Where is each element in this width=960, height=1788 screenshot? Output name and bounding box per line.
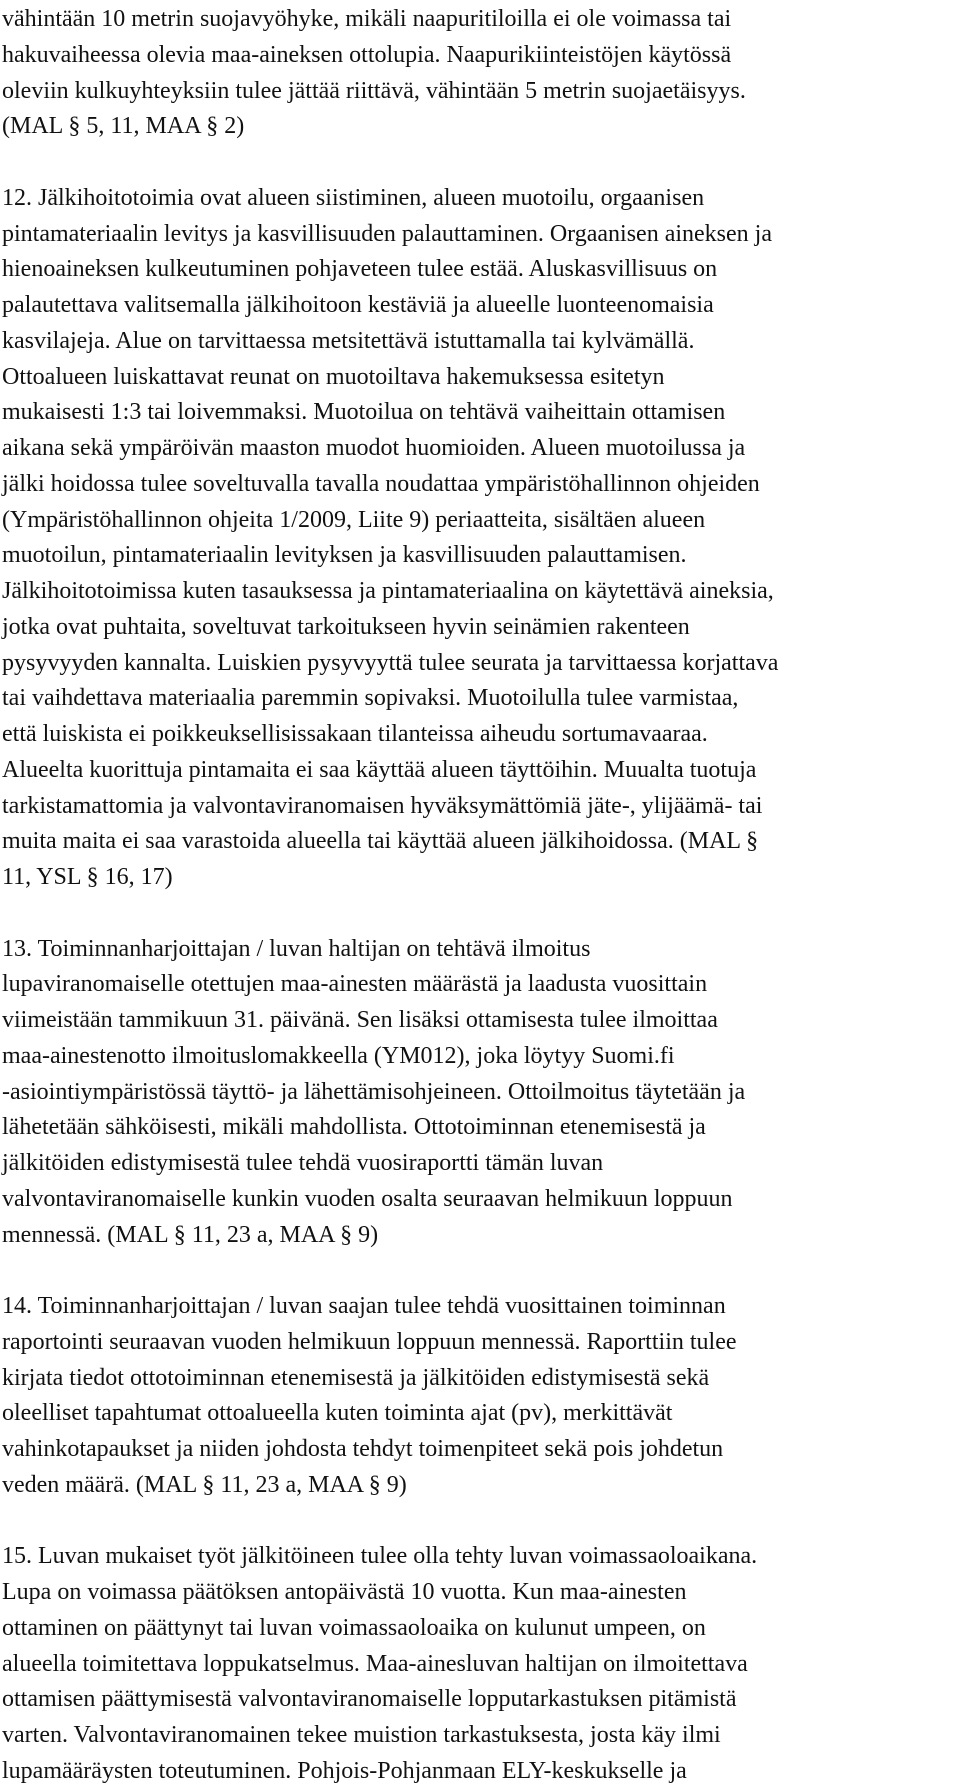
text-line: ottamisen päättymisestä valvontaviranomaiselle lopputarkastuksen pitämistä <box>2 1686 737 1713</box>
text-line: vähintään 10 metrin suojavyöhyke, mikäli naapuritiloilla ei ole voimassa tai <box>2 6 732 32</box>
text-line: alueella toimitettava loppukatselmus. Maa-ainesluvan haltijan on ilmoitettava <box>2 1650 748 1677</box>
text-line: että luiskista ei poikkeuksellisissakaan tilanteissa aiheudu sortumavaaraa. <box>2 721 708 747</box>
text-line: mukaisesti 1:3 tai loivemmaksi. Muotoilua on tehtävä vaiheittain ottamisen <box>2 399 726 426</box>
text-line: Lupa on voimassa päätöksen antopäivästä 10 vuotta. Kun maa-ainesten <box>2 1579 687 1605</box>
text-line: palautettava valitsemalla jälkihoitoon kestäviä ja alueelle luonteenomaisia <box>2 292 714 318</box>
text-line: 12. Jälkihoitotoimia ovat alueen siistiminen, alueen muotoilu, orgaanisen <box>2 184 705 211</box>
text-line: 15. Luvan mukaiset työt jälkitöineen tulee olla tehty luvan voimassaoloaikana. <box>2 1543 758 1570</box>
text-line: valvontaviranomaiselle kunkin vuoden osalta seuraavan helmikuun loppuun <box>2 1185 733 1212</box>
text-line: tarkistamattomia ja valvontaviranomaisen hyväksymättömiä jäte-, ylijäämä- tai <box>2 792 763 819</box>
text-line: Jälkihoitotoimissa kuten tasauksessa ja pintamateriaalina on käytettävä aineksia, <box>2 578 774 604</box>
text-line: 11, YSL § 16, 17) <box>2 864 173 890</box>
text-line: oleelliset tapahtumat ottoalueella kuten toiminta ajat (pv), merkittävät <box>2 1400 673 1427</box>
text-line: Ottoalueen luiskattavat reunat on muotoiltava hakemuksessa esitetyn <box>2 363 665 390</box>
text-line: mennessä. (MAL § 11, 23 a, MAA § 9) <box>2 1221 379 1248</box>
text-line: muotoilun, pintamateriaalin levityksen ja kasvillisuuden palauttamisen. <box>2 542 687 569</box>
text-line: lupamääräysten toteutuminen. Pohjois-Pohjanmaan ELY-keskukselle ja <box>2 1757 687 1784</box>
text-line: jotka ovat puhtaita, soveltuvat tarkoitukseen hyvin seinämien rakenteen <box>2 613 690 640</box>
text-line: (MAL § 5, 11, MAA § 2) <box>2 113 245 140</box>
text-line: jälkitöiden edistymisestä tulee tehdä vuosiraportti tämän luvan <box>2 1150 604 1176</box>
text-line: maa-ainestenotto ilmoituslomakkeella (YM012), joka löytyy Suomi.fi <box>2 1042 675 1069</box>
text-line: jälki hoidossa tulee soveltuvalla tavalla noudattaa ympäristöhallinnon ohjeiden <box>2 470 760 497</box>
text-line: hienoaineksen kulkeutuminen pohjaveteen tulee estää. Aluskasvillisuus on <box>2 256 718 283</box>
text-line: lähetetään sähköisesti, mikäli mahdollista. Ottotoiminnan etenemisestä ja <box>2 1114 706 1141</box>
text-line: varten. Valvontaviranomainen tekee muistion tarkastuksesta, josta käy ilmi <box>2 1722 721 1748</box>
text-line: Alueelta kuorittuja pintamaita ei saa käyttää alueen täyttöihin. Muualta tuotuja <box>2 756 757 783</box>
text-line: 13. Toiminnanharjoittajan / luvan haltijan on tehtävä ilmoitus <box>2 935 591 962</box>
text-line: muita maita ei saa varastoida alueella tai käyttää alueen jälkihoidossa. (MAL § <box>2 828 759 855</box>
text-line: (Ympäristöhallinnon ohjeita 1/2009, Liite 9) periaatteita, sisältäen alueen <box>2 506 706 533</box>
text-line: 14. Toiminnanharjoittajan / luvan saajan tulee tehdä vuosittainen toiminnan <box>2 1293 726 1319</box>
text-line: veden määrä. (MAL § 11, 23 a, MAA § 9) <box>2 1471 407 1498</box>
text-line: oleviin kulkuyhteyksiin tulee jättää riittävä, vähintään 5 metrin suojaetäisyys. <box>2 77 746 104</box>
text-line: aikana sekä ympäröivän maaston muodot huomioiden. Alueen muotoilussa ja <box>2 435 746 461</box>
text-line: hakuvaiheessa olevia maa-aineksen ottolupia. Naapurikiinteistöjen käytössä <box>2 41 732 68</box>
text-line: kirjata tiedot ottotoiminnan etenemisestä ja jälkitöiden edistymisestä sekä <box>2 1364 710 1391</box>
text-line: vahinkotapaukset ja niiden johdosta tehdyt toimenpiteet sekä pois johdetun <box>2 1436 724 1462</box>
text-line: kasvilajeja. Alue on tarvittaessa metsitettävä istuttamalla tai kylvämällä. <box>2 327 695 354</box>
text-line: lupaviranomaiselle otettujen maa-ainesten määrästä ja laadusta vuosittain <box>2 971 708 998</box>
text-line: pysyvyyden kannalta. Luiskien pysyvyyttä tulee seurata ja tarvittaessa korjattava <box>2 649 779 676</box>
text-line: ottaminen on päättynyt tai luvan voimassaoloaika on kulunut umpeen, on <box>2 1614 706 1641</box>
text-line: viimeistään tammikuun 31. päivänä. Sen lisäksi ottamisesta tulee ilmoittaa <box>2 1007 718 1033</box>
text-line: -asiointiympäristössä täyttö- ja lähettämisohjeineen. Ottoilmoitus täytetään ja <box>2 1078 746 1105</box>
text-line: tai vaihdettava materiaalia paremmin sopivaksi. Muotoilulla tulee varmistaa, <box>2 685 739 712</box>
text-line: pintamateriaalin levitys ja kasvillisuuden palauttaminen. Orgaanisen aineksen ja <box>2 220 772 247</box>
text-line: raportointi seuraavan vuoden helmikuun loppuun mennessä. Raporttiin tulee <box>2 1328 737 1355</box>
